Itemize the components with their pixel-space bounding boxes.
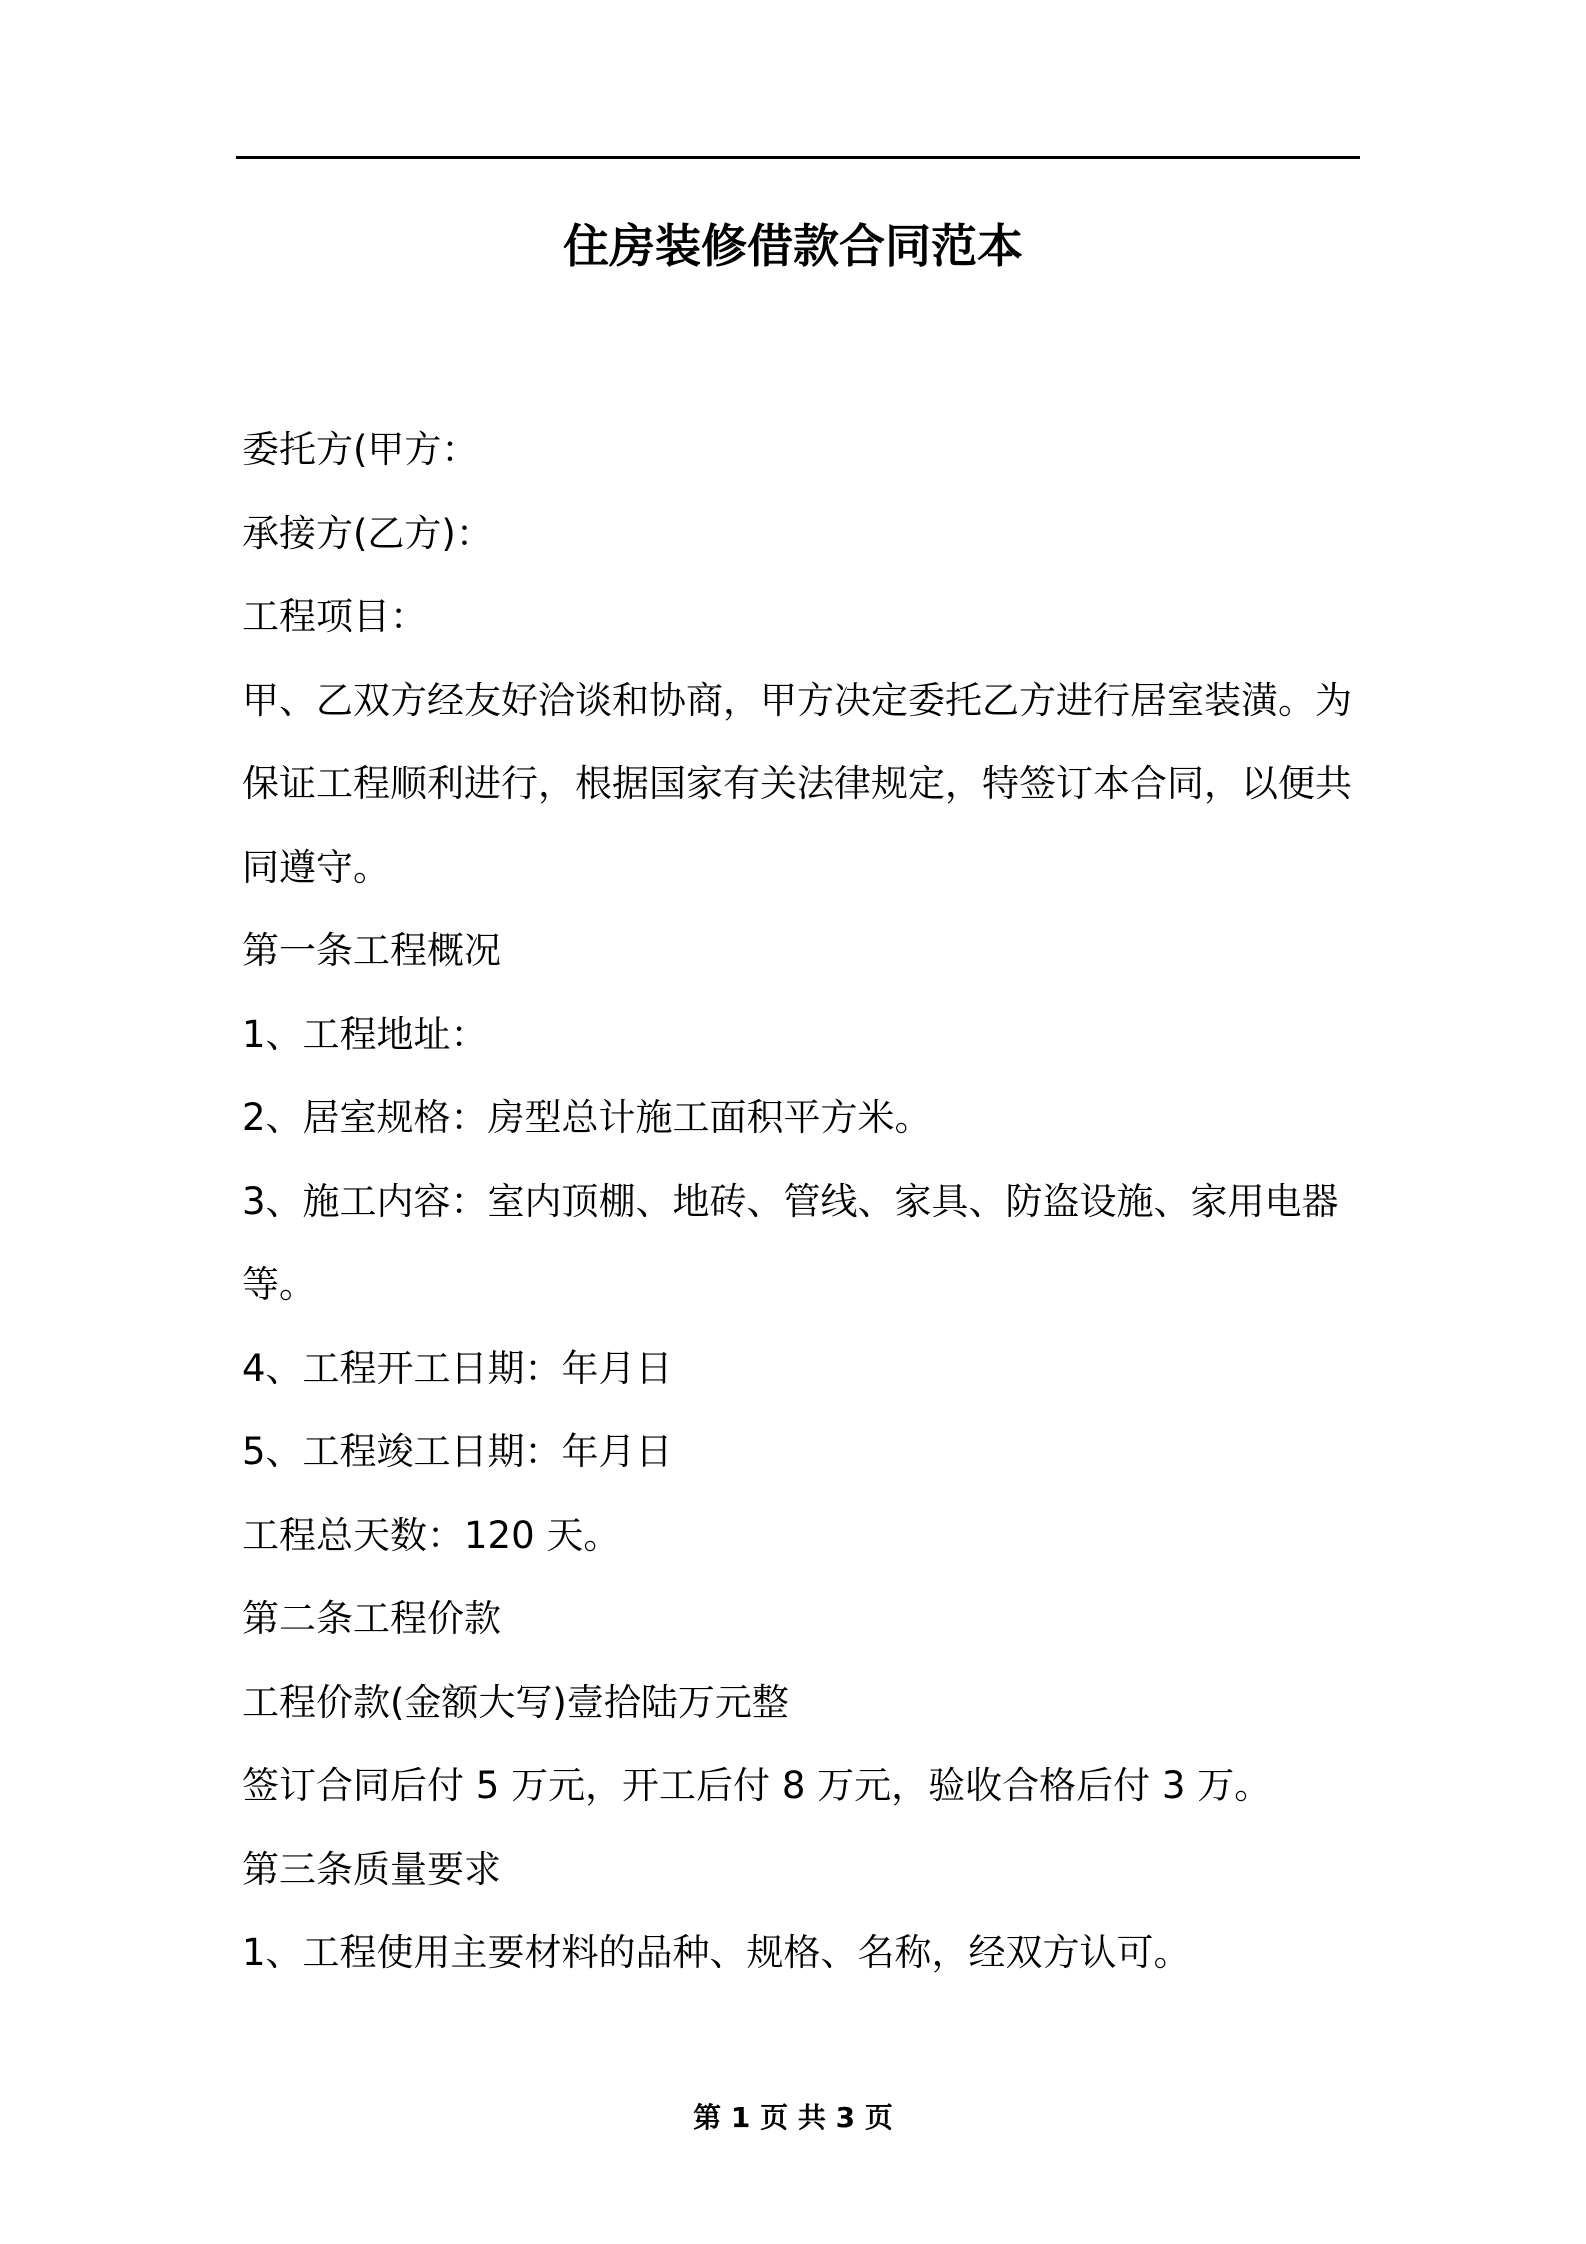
start-date-line: 4、工程开工日期：年月日 xyxy=(242,1346,673,1390)
project-price-line: 工程价款(金额大写)壹拾陆万元整 xyxy=(242,1680,789,1724)
work-content-line-2: 等。 xyxy=(242,1263,316,1306)
intro-paragraph-line-1: 甲、乙双方经友好洽谈和协商，甲方决定委托乙方进行居室装潢。为 xyxy=(242,678,1352,722)
document-title: 住房装修借款合同范本 xyxy=(563,219,1023,273)
intro-paragraph-line-3: 同遵守。 xyxy=(242,845,390,889)
document-body xyxy=(242,408,1366,1995)
project-line: 工程项目： xyxy=(242,595,427,638)
article-1-heading: 第一条工程概况 xyxy=(242,929,501,972)
work-content-line-1: 3、施工内容：室内顶棚、地砖、管线、家具、防盗设施、家用电器 xyxy=(242,1179,1339,1223)
room-spec-line: 2、居室规格：房型总计施工面积平方米。 xyxy=(242,1096,932,1139)
payment-schedule-line: 签订合同后付 5 万元，开工后付 8 万元，验收合格后付 3 万。 xyxy=(242,1764,1272,1807)
party-b-line: 承接方(乙方)： xyxy=(242,511,493,555)
page-footer: 第 1 页 共 3 页 xyxy=(693,2101,893,2134)
materials-line: 1、工程使用主要材料的品种、规格、名称，经双方认可。 xyxy=(242,1931,1191,1974)
article-3-heading: 第三条质量要求 xyxy=(242,1847,501,1891)
completion-date-line: 5、工程竣工日期：年月日 xyxy=(242,1430,673,1473)
intro-paragraph-line-2: 保证工程顺利进行，根据国家有关法律规定，特签订本合同，以便共 xyxy=(242,762,1352,805)
header-rule xyxy=(236,156,1360,159)
total-days-line: 工程总天数：120 天。 xyxy=(242,1513,621,1557)
project-address-line: 1、工程地址： xyxy=(242,1012,488,1056)
party-a-line: 委托方(甲方： xyxy=(242,428,479,471)
article-2-heading: 第二条工程价款 xyxy=(242,1597,501,1640)
